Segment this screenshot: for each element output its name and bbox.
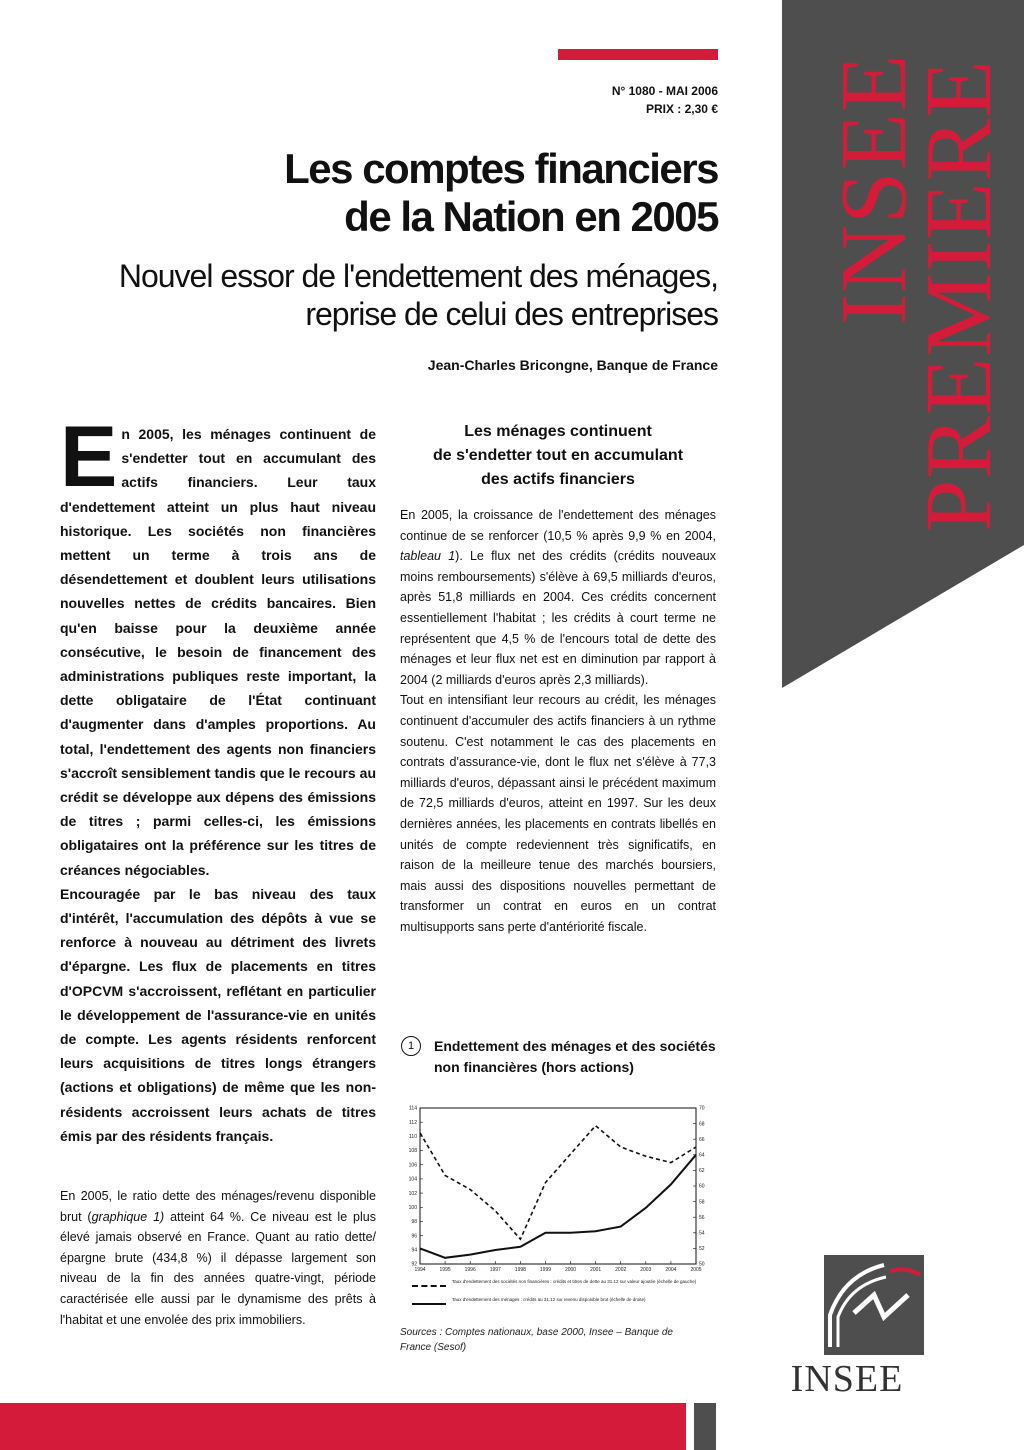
x-tick-label: 1997 (489, 1267, 501, 1273)
y-left-tick-label: 92 (411, 1261, 417, 1268)
x-tick-label: 1998 (514, 1267, 526, 1273)
subtitle-line-2: reprise de celui des entreprises (305, 296, 718, 332)
chart-number: 1 (401, 1036, 421, 1056)
summary-paragraph-2: Encouragée par le bas niveau des taux d'intérêt, l'accumulation des dépôts à vue se renforce à nouveau au détriment des livrets d'épargne. Les flux de placements en titres d'OPCVM s'accroissent, reflétant en particulier le développement de l'assurance-vie en unités de compte. Les agents résidents renforcent leurs acquisitions de titres longs étrangers (actions et obligations) de même que les non-résidents accroissent leurs achats de titres émis par des résidents français. (60, 885, 376, 1144)
series-households (420, 1155, 696, 1258)
y-left-tick-label: 104 (408, 1176, 417, 1183)
section-heading (400, 420, 716, 492)
section-heading-line-3: des actifs financiers (481, 471, 635, 488)
left-body-text-a: En 2005, le ratio dette des ménages/revenu disponible brut ( (60, 1189, 376, 1224)
insee-logo-word: INSEE (790, 1358, 904, 1400)
y-left-tick-label: 110 (409, 1134, 417, 1141)
left-body-ref: graphique 1) (91, 1209, 165, 1224)
summary-column (60, 409, 376, 1148)
left-body-text-b: atteint 64 %. Ce niveau est le plus élevé jamais observé en France. Quant au ratio dette/épargne brute (434,8 %) il dépasse largement son niveau de la fin des années quatre-vingt, période caractérisée elle aussi par le dynamisme des prêts à l'habitat et une envolée des prix immobiliers. (60, 1209, 376, 1327)
legend-swatch-dashed (412, 1285, 446, 1287)
x-tick-label: 1999 (539, 1267, 552, 1273)
x-tick-label: 1995 (439, 1267, 451, 1273)
issue-number: N° 1080 - MAI 2006 (611, 84, 718, 98)
section-ref: tableau 1 (400, 549, 456, 564)
debt-ratio-chart (400, 1102, 716, 1274)
y-right-tick-label: 66 (699, 1136, 705, 1143)
left-body-paragraph (60, 1186, 376, 1330)
section-body (400, 505, 716, 937)
y-right-tick-label: 70 (699, 1105, 705, 1112)
x-tick-label: 2001 (590, 1267, 602, 1273)
y-right-tick-label: 56 (699, 1214, 705, 1221)
page-title (158, 145, 718, 241)
x-tick-label: 1994 (414, 1267, 426, 1273)
legend-label-dashed: Taux d'endettement des sociétés non financières : crédits et titres de dette au 31.12 sur valeur ajoutée (échelle de gauche) (452, 1279, 697, 1284)
title-line-2: de la Nation en 2005 (344, 193, 718, 240)
legend-item-solid (412, 1296, 712, 1314)
chart-title: Endettement des ménages et des sociétés non financières (hors actions) (434, 1038, 716, 1075)
y-left-tick-label: 100 (408, 1204, 417, 1211)
section-text-1a: En 2005, la croissance de l'endettement des ménages continue de se renforcer (10,5 % après 9,9 % en 2004, (400, 508, 716, 543)
chart-legend (412, 1278, 712, 1314)
y-right-tick-label: 54 (699, 1230, 705, 1237)
y-left-tick-label: 98 (411, 1219, 417, 1226)
x-tick-label: 2002 (615, 1267, 627, 1273)
y-right-tick-label: 50 (699, 1261, 705, 1268)
insee-logo-icon (824, 1255, 924, 1367)
x-tick-label: 1996 (464, 1267, 476, 1273)
y-right-tick-label: 64 (699, 1152, 705, 1159)
issue-price: PRIX : 2,30 € (645, 102, 718, 116)
legend-item-dashed (412, 1278, 712, 1296)
y-right-tick-label: 58 (699, 1199, 705, 1206)
title-line-1: Les comptes financiers (284, 145, 718, 192)
y-left-tick-label: 94 (411, 1247, 417, 1254)
header-accent-rule (558, 49, 718, 60)
author-line: Jean-Charles Bricongne, Banque de France (427, 357, 718, 373)
x-tick-label: 2004 (665, 1267, 677, 1273)
y-left-tick-label: 96 (411, 1233, 417, 1240)
footer-grey-bar (694, 1403, 716, 1450)
y-left-tick-label: 108 (408, 1148, 417, 1155)
series-nonfinancial-companies (420, 1126, 696, 1240)
issue-info (612, 82, 718, 118)
x-tick-label: 2003 (640, 1267, 652, 1273)
section-text-1b: ). Le flux net des crédits (crédits nouveaux moins remboursements) s'élève à 69,5 milliards d'euros, après 51,8 milliards en 2004. Ces crédits concernent essentiellement l'habitat ; les crédits à court terme ne représentent que 4,5 % de l'encours total de dette des ménages et leur flux net est en diminution par rapport à 2004 (2 milliards d'euros après 2,3 milliards). (400, 549, 716, 687)
y-left-tick-label: 106 (408, 1162, 417, 1169)
y-right-tick-label: 68 (699, 1121, 705, 1128)
legend-label-solid: Taux d'endettement des ménages : crédits au 31.12 sur revenu disponible brut (échelle de droite) (452, 1297, 646, 1302)
footer-accent-bar (0, 1403, 686, 1450)
section-paragraph-1 (400, 505, 716, 690)
y-left-tick-label: 112 (409, 1119, 417, 1126)
brand-word-insee: INSEE (822, 53, 926, 325)
plot-frame (420, 1108, 696, 1264)
drop-cap: E (60, 409, 118, 505)
left-body-column (60, 1186, 376, 1330)
section-paragraph-2: Tout en intensifiant leur recours au crédit, les ménages continuent d'accumuler des actifs financiers à un rythme soutenu. C'est notamment le cas des placements en contrats d'assurance-vie, dont le flux net s'élève à 77,3 milliards d'euros, dépassant ainsi le précédent maximum de 72,5 milliards d'euros, atteint en 1997. Sur les deux dernières années, les placements en contrats libellés en unités de compte redeviennent très significatifs, en raison de la meilleure tenue des marchés boursiers, mais aussi des dispositions nouvelles permettant de transformer un contrat en euros en un contrat multisupports sans perte d'antériorité fiscale. (400, 693, 716, 934)
summary-text-1: n 2005, les ménages continuent de s'endetter tout en accumulant des actifs financiers. Leur taux d'endettement atteint un plus haut niveau historique. Les sociétés non financières mettent un terme à trois ans de désendettement et doublent leurs utilisations nouvelles nettes de crédits bancaires. Bien qu'en baisse pour la deuxième année consécutive, le besoin de financement des administrations publiques reste important, la dette obligataire de l'État continuant d'augmenter dans d'amples proportions. Au total, l'endettement des agents non financiers s'accroît sensiblement tandis que le recours au crédit se développe aux dépens des émissions de titres ; parmi celles-ci, les émissions obligataires ont la préférence sur les titres de créances négociables. (60, 426, 376, 878)
y-left-tick-label: 102 (408, 1190, 417, 1197)
y-left-tick-label: 114 (409, 1105, 417, 1112)
x-tick-label: 2005 (690, 1267, 702, 1273)
section-heading-line-2: de s'endetter tout en accumulant (432, 447, 684, 464)
brand-word-premiere: PREMIERE (907, 59, 1011, 532)
y-right-tick-label: 52 (699, 1246, 705, 1253)
subtitle-line-1: Nouvel essor de l'endettement des ménages, (118, 258, 718, 294)
legend-swatch-solid (412, 1303, 446, 1305)
section-heading-line-1: Les ménages continuent (464, 423, 652, 440)
y-right-tick-label: 62 (699, 1168, 705, 1175)
y-right-tick-label: 60 (699, 1183, 705, 1190)
summary-paragraph-1 (60, 409, 376, 882)
page-subtitle (78, 257, 718, 333)
x-tick-label: 2000 (564, 1267, 577, 1273)
chart-sources: Sources : Comptes nationaux, base 2000, Insee – Banque de France (Sesof) (400, 1327, 673, 1353)
